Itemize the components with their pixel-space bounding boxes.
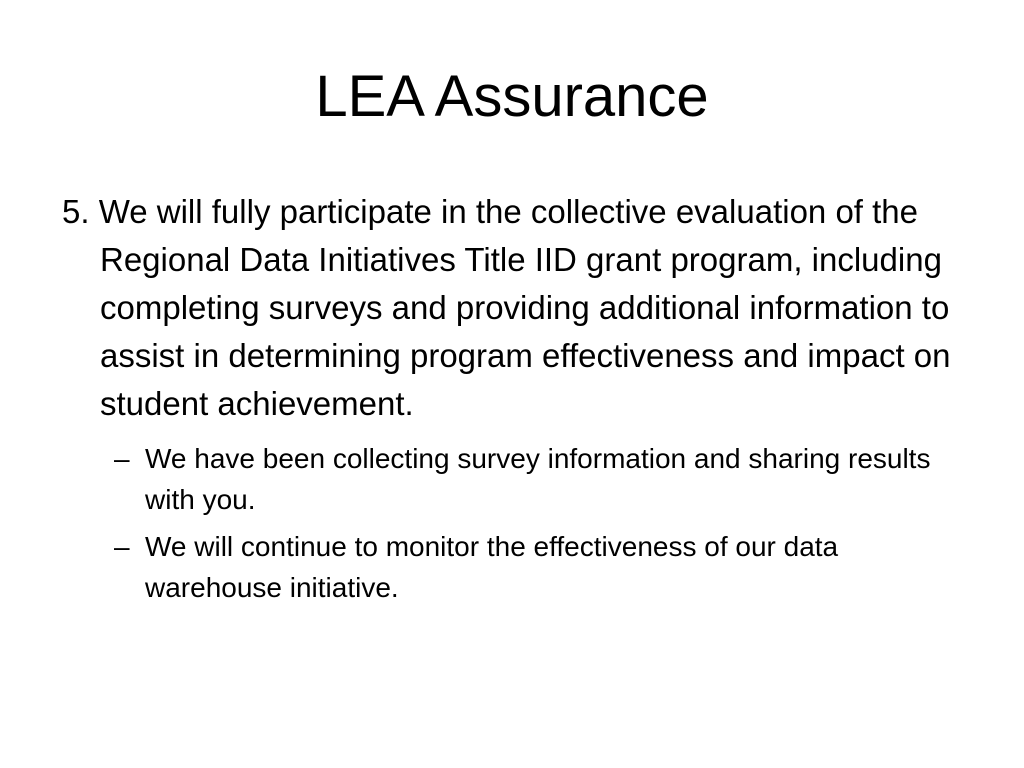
- sub-bullet-item: [62, 438, 962, 520]
- dash-bullet-icon: –: [114, 443, 130, 474]
- sub-bullet-text: We have been collecting survey information and sharing results with you.: [145, 443, 931, 515]
- slide-title: LEA Assurance: [315, 64, 709, 129]
- sub-bullet-list: [62, 438, 962, 608]
- main-bullet-point: 5. We will fully participate in the collective evaluation of the Regional Data Initiatives Title IID grant program, including completing surveys and providing additional information to assist in determining program effectiveness and impact on student achievement.: [62, 193, 951, 422]
- dash-bullet-icon: –: [114, 531, 130, 562]
- slide-content: [62, 188, 962, 614]
- sub-bullet-text: We will continue to monitor the effectiveness of our data warehouse initiative.: [145, 531, 839, 603]
- sub-bullet-item: [62, 526, 962, 608]
